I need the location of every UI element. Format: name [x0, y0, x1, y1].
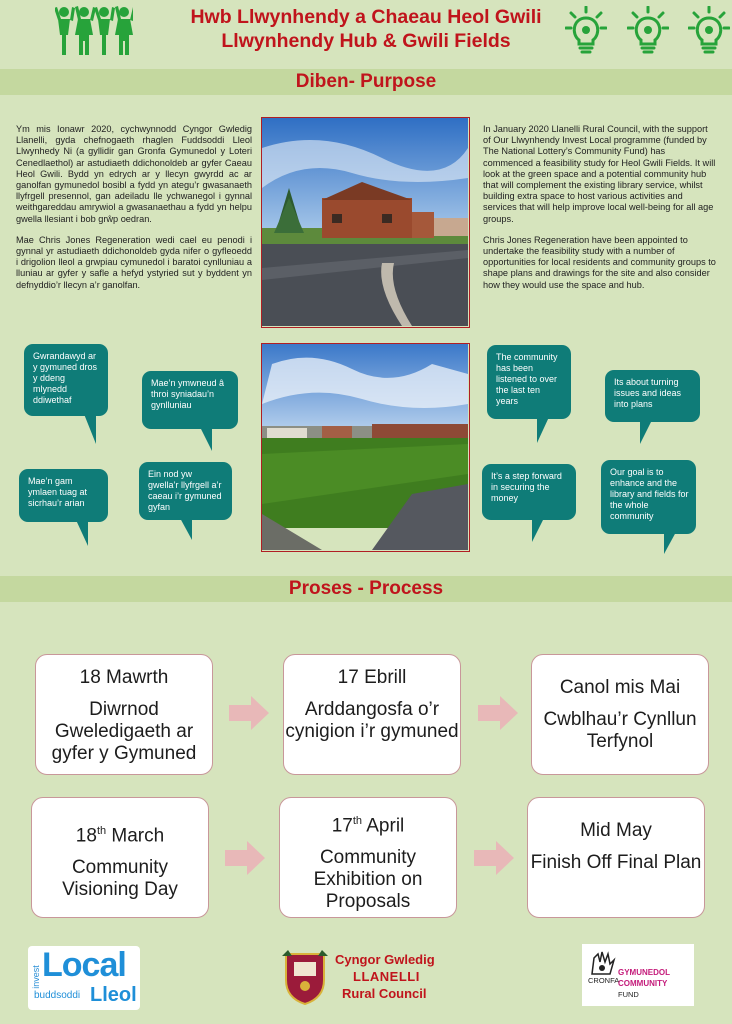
invest-local-logo: invest Local buddsoddi Lleol: [28, 946, 140, 1010]
speech-bubble: [601, 460, 696, 534]
lightbulb-gear-icon: [565, 6, 607, 56]
title-welsh: Hwb Llwynhendy a Chaeau Heol Gwili: [190, 6, 542, 28]
speech-bubble-tail: [84, 414, 96, 444]
speech-bubble-text: The community has been listened to over the last ten years: [496, 352, 558, 406]
arrow-right-icon: [478, 696, 518, 730]
people-group-icon: [55, 4, 133, 58]
step-label: Arddangosfa o’r cynigion i’r gymuned: [285, 699, 459, 742]
lightbulb-gear-icon: [627, 6, 669, 56]
speech-bubble-text: Mae’n ymwneud â throi syniadau’n gynlluniau: [151, 378, 225, 410]
lottery-hand-icon: [588, 948, 616, 978]
process-step-welsh: [531, 654, 709, 775]
step-label: Diwrnod Gweledigaeth ar gyfer y Gymuned: [51, 699, 197, 764]
speech-bubble-tail: [537, 417, 549, 443]
speech-bubble: [605, 370, 700, 422]
speech-bubble-text: Ein nod yw gwella’r llyfrgell a’r caeau i’r gymuned gyfan: [148, 469, 222, 512]
national-lottery-community-fund-logo: CRONFA GYMUNEDOL COMMUNITY FUND: [582, 944, 694, 1006]
step-label: Finish Off Final Plan: [530, 852, 702, 873]
welsh-paragraph: Ym mis Ionawr 2020, cychwynnodd Cyngor Gwledig Llanelli, gyda chefnogaeth rhaglen Fuddsoddi Lleol Llwynhedy Ni (a gyllidir gan Gronfa Gymunedol y Loteri Cenedlaethol) ar astudiaeth ddichonoldeb ar gyfer Caeau Heol Gwili. Bydd yn edrych ar y llecyn gwyrdd ac ar ganolfan gymunedol bosibl a fydd yn ategu’r gwasanaeth llyfrgell presennol, gan adeiladu lle ychwanegol i gynnal weithgareddau amrywiol a gwasanaethau a fydd yn helpu gwella llesiant i bob grŵp oedran.: [16, 124, 252, 224]
step-date: 17 Ebrill: [337, 667, 407, 688]
speech-bubble-text: Mae’n gam ymlaen tuag at sicrhau’r arian: [28, 476, 88, 508]
speech-bubble-tail: [200, 427, 212, 451]
process-heading: Proses - Process: [0, 576, 732, 602]
purpose-heading: Diben- Purpose: [0, 69, 732, 95]
step-label: Cwblhau’r Cynllun Terfynol: [543, 709, 697, 752]
process-step-welsh: [35, 654, 213, 775]
speech-bubble-tail: [180, 518, 192, 540]
photo-gwili-fields: [261, 343, 470, 552]
english-paragraph: In January 2020 Llanelli Rural Council, with the support of Our Llwynhendy Invest Local programme (funded by The National Lottery’s Community Fund) has commenced a feasibility study for Heol Gwili Fields. It will look at the green space and a potential community hub that will complement the existing library service, whilst building extra space to host various activities and services that will help improve local well-being for all age groups.: [483, 124, 716, 224]
council-crest-icon: [280, 946, 330, 1006]
step-label: Community Visioning Day: [62, 857, 178, 901]
speech-bubble: [482, 464, 576, 520]
photo-library-building: [261, 117, 470, 328]
speech-bubble-text: Gwrandawyd ar y gymuned dros y ddeng mlynedd ddiwethaf: [33, 351, 98, 405]
speech-bubble: [142, 371, 238, 429]
welsh-text: [16, 124, 252, 301]
welsh-paragraph: Mae Chris Jones Regeneration wedi cael eu penodi i gynnal yr astudiaeth ddichonoldeb gyda nifer o gyfleoedd i drigolion lleol a grwpiau cymunedol i baratoi cynlluniau a lluniau ar gyfer y safle a hefyd ystyried sut y byddent yn defnyddio’r llecyn a’r ganolfan.: [16, 234, 252, 290]
step-date: Mid May: [580, 820, 652, 841]
logo-local-text: Local: [42, 946, 126, 984]
step-date: Canol mis Mai: [559, 677, 681, 698]
speech-bubble-tail: [532, 518, 544, 542]
speech-bubble-tail: [76, 520, 88, 546]
speech-bubble: [139, 462, 232, 520]
llanelli-rural-council-logo: Cyngor Gwledig LLANELLI Rural Council: [280, 946, 455, 1008]
step-date: 17th April: [331, 815, 405, 837]
english-paragraph: Chris Jones Regeneration have been appointed to undertake the feasibility study with a number of opportunities for local residents and community groups to shape plans and drawings for the site and also consider how they would use the space and hub.: [483, 234, 716, 290]
speech-bubble-text: Its about turning issues and ideas into plans: [614, 377, 682, 409]
process-step-english: [279, 797, 457, 918]
speech-bubble-tail: [640, 420, 652, 444]
speech-bubble-tail: [664, 532, 676, 554]
process-step-welsh: [283, 654, 461, 775]
speech-bubble: [487, 345, 571, 419]
speech-bubble-text: It’s a step forward in securing the money: [491, 471, 562, 503]
process-step-english: [527, 797, 705, 918]
lightbulb-gear-icon: [688, 6, 730, 56]
speech-bubble: [24, 344, 108, 416]
speech-bubble-text: Our goal is to enhance and the library and fields for the whole community: [610, 467, 689, 521]
title-english: Llwynhendy Hub & Gwili Fields: [221, 30, 511, 52]
speech-bubble: [19, 469, 108, 522]
step-date: 18th March: [75, 825, 165, 847]
step-label: Community Exhibition on Proposals: [313, 847, 423, 913]
english-text: [483, 124, 717, 301]
arrow-right-icon: [229, 696, 269, 730]
process-step-english: [31, 797, 209, 918]
arrow-right-icon: [474, 841, 514, 875]
step-date: 18 Mawrth: [79, 667, 169, 688]
arrow-right-icon: [225, 841, 265, 875]
